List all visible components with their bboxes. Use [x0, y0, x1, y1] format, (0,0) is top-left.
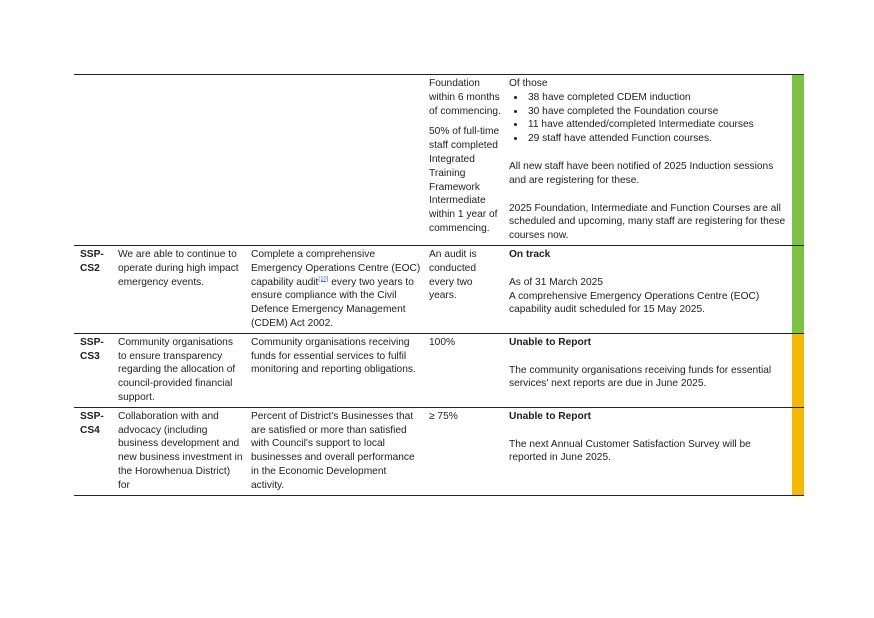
measure-cell [247, 75, 425, 246]
status-indicator-green [792, 75, 804, 246]
measure-code: SSP-CS4 [80, 410, 104, 436]
result-paragraph: The next Annual Customer Satisfaction Survey will be reported in June 2025. [509, 438, 751, 464]
measure-cell: Community organisations receiving funds for essential services to fulfil monitoring and reporting obligations. [251, 336, 416, 376]
result-cell [505, 407, 792, 495]
status-indicator-amber [792, 407, 804, 495]
measure-text: every two years to ensure compliance with the Civil Defence Emergency Management (CDEM) Act 2002. [251, 276, 414, 329]
target-text: 50% of full-time staff completed Integrated Training Framework Intermediate within 1 year of commencing. [429, 126, 500, 234]
result-intro: Of those [509, 78, 548, 89]
list-item: • 29 staff have attended Function courses. [526, 132, 788, 146]
result-cell [505, 333, 792, 407]
result-list [509, 91, 788, 146]
table-row [74, 333, 804, 407]
status-label: Unable to Report [509, 410, 592, 422]
status-indicator-amber [792, 333, 804, 407]
measure-code: SSP-CS2 [80, 248, 104, 274]
target-text: Foundation within 6 months of commencing. [429, 78, 501, 117]
list-item: • 38 have completed CDEM induction [526, 91, 788, 105]
measure-code: SSP-CS3 [80, 336, 104, 362]
result-paragraph: The community organisations receiving funds for essential services' next reports are due in June 2025. [509, 364, 772, 390]
list-item: • 11 have attended/completed Intermediate courses [526, 118, 788, 132]
target-cell: ≥ 75% [429, 410, 458, 422]
result-cell [505, 75, 792, 246]
result-paragraph: As of 31 March 2025 [509, 276, 604, 288]
table-row [74, 75, 804, 246]
table-row [74, 407, 804, 495]
measure-text: Complete a comprehensive Emergency Operations Centre (EOC) capability audit [251, 248, 421, 288]
list-item: • 30 have completed the Foundation course [526, 105, 788, 119]
objective-cell [114, 75, 247, 246]
objective-cell: We are able to continue to operate during high impact emergency events. [118, 248, 239, 288]
status-label: On track [509, 248, 551, 260]
measure-cell [247, 245, 425, 333]
result-paragraph: All new staff have been notified of 2025 Induction sessions and are registering for these. [509, 160, 774, 186]
target-cell: 100% [429, 336, 456, 348]
target-cell [425, 75, 505, 246]
performance-measures-table [74, 74, 804, 496]
measure-code [74, 75, 114, 246]
result-paragraph: A comprehensive Emergency Operations Centre (EOC) capability audit scheduled for 15 May 2025. [509, 290, 760, 316]
performance-table-page [74, 74, 804, 496]
result-cell [505, 245, 792, 333]
result-paragraph: 2025 Foundation, Intermediate and Function Courses are all scheduled and upcoming, many staff are registering for these courses now. [509, 202, 786, 242]
table-row [74, 245, 804, 333]
status-label: Unable to Report [509, 336, 592, 348]
measure-cell: Percent of District's Businesses that are satisfied or more than satisfied with Council's support to local businesses and overall performance in the Economic Development activity. [251, 410, 415, 491]
objective-cell: Community organisations to ensure transparency regarding the allocation of council-provided financial support. [118, 336, 236, 403]
target-cell: An audit is conducted every two years. [429, 248, 477, 302]
footnote-reference-link[interactable]: [10] [318, 276, 329, 283]
status-indicator-green [792, 245, 804, 333]
objective-cell: Collaboration with and advocacy (including business development and new business investment in the Horowhenua District) for [118, 410, 243, 491]
